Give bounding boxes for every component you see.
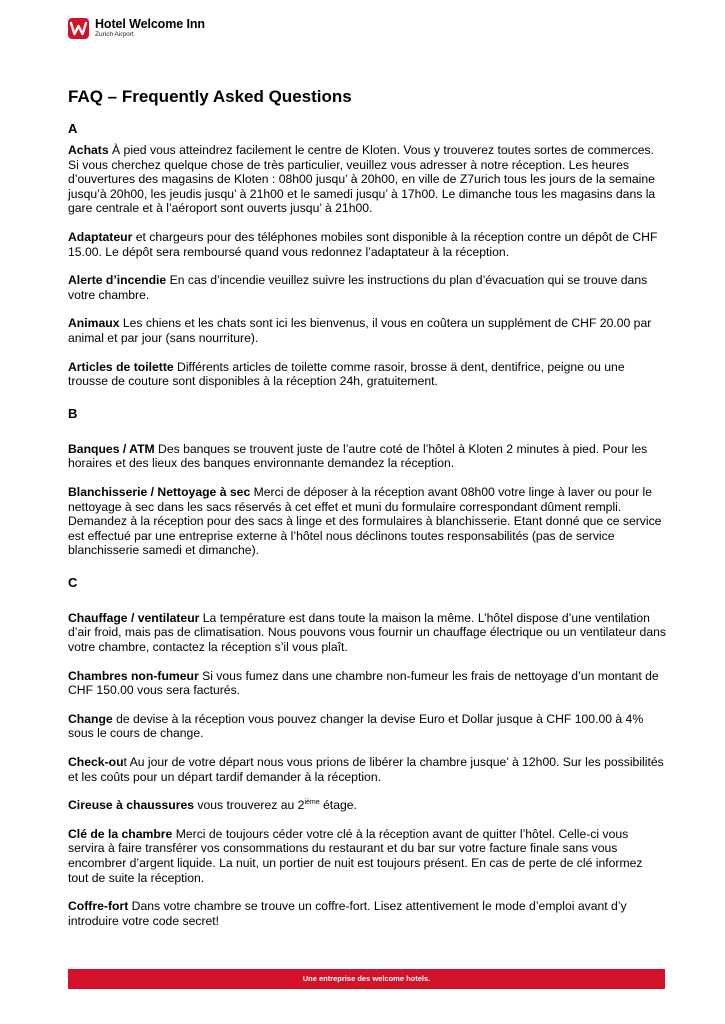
faq-text: À pied vous atteindrez facilement le centre de Kloten. Vous y trouverez toutes sortes de commerces. Si vous cherchez quelque chose de très particulier, veuillez vous adresser à notre réception. Les heures d’ouvertures des magasins de Kloten : 08h00 jusqu’ à 20h00, en ville de Z7urich tous les jours de la semaine jusqu’à 20h00, les jeudis jusqu’ à 21h00 et le samedi jusqu’ à 17h00. Le dimanche tous les magasins dans la gare centrale et à l’aéroport sont ouverts jusqu’ à 21h00. [68, 143, 656, 216]
faq-entry [68, 669, 666, 698]
faq-term: Blanchisserie / Nettoyage à sec [68, 484, 251, 499]
faq-text: étage. [319, 798, 357, 813]
faq-text: Dans votre chambre se trouve un coffre-fort. Lisez attentivement le mode d’emploi avant d’y introduire votre code secret! [68, 899, 627, 928]
faq-text: vous trouverez au 2 [194, 798, 305, 813]
faq-entry [68, 485, 666, 558]
faq-text: Merci de toujours céder votre clé à la réception avant de quitter l’hôtel. Celle-ci vous servira à faire transférer vos consommations du restaurant et du bar sur votre facture finale sans vous encombrer d’argent liquide. La nuit, un portier de nuit est toujours présent. En cas de perte de clé informez tout de suite la réception. [68, 826, 643, 885]
faq-entry [68, 798, 666, 813]
faq-term: Coffre-fort [68, 899, 129, 914]
faq-entry [68, 755, 666, 784]
faq-text: En cas d’incendie veuillez suivre les instructions du plan d’évacuation qui se trouve dans votre chambre. [68, 273, 648, 302]
faq-entry [68, 273, 666, 302]
hotel-name: Hotel Welcome Inn [95, 17, 205, 31]
faq-text: Des banques se trouvent juste de l’autre coté de l’hôtel à Kloten 2 minutes à pied. Pour les horaires et des lieux des banques environnante demandez la réception. [68, 441, 648, 471]
faq-term: Achats [68, 143, 109, 157]
faq-term: Check-ou [68, 755, 124, 770]
faq-text: Si vous fumez dans une chambre non-fumeur les frais de nettoyage d’un montant de CHF 150.00 vous sera facturés. [68, 668, 659, 698]
welcome-w-icon [68, 18, 89, 39]
faq-term: Adaptateur [68, 229, 133, 244]
section-letter-c: C [68, 574, 78, 590]
faq-entry [68, 360, 666, 389]
faq-text: Les chiens et les chats sont ici les bienvenus, il vous en coûtera un supplément de CHF 20.00 par animal et par jour (sans nourriture). [68, 316, 652, 345]
faq-text: et chargeurs pour des téléphones mobiles sont disponible à la réception contre un dépôt de CHF 15.00. Le dépôt sera remboursé quand vous redonnez l’adaptateur à la réception. [68, 229, 658, 259]
faq-text: Merci de déposer à la réception avant 08h00 votre linge à laver ou pour le nettoyage à sec dans les sacs réservés à cet effet et muni du formulaire correspondant dûment rempli. Demandez à la réception pour des sacs à linge et des formulaires à blanchisserie. Etant donné que ce service est effectué par une entreprise externe à l’hôtel nous déclinons toutes responsabilités (pas de service blanchisserie samedi et dimanche). [68, 484, 662, 558]
faq-term: Cireuse à chaussures [68, 798, 195, 813]
faq-term: Animaux [68, 316, 120, 331]
faq-term: Change [68, 711, 113, 726]
faq-entry [68, 316, 666, 345]
faq-term: Clé de la chambre [68, 826, 173, 841]
faq-entry [68, 899, 666, 928]
faq-entry [68, 611, 666, 655]
faq-content [68, 121, 666, 928]
faq-text: t Au jour de votre départ nous vous prions de libérer la chambre jusque’ à 12h00. Sur les possibilités et les coûts pour un départ tardif demander à la réception. [68, 755, 664, 784]
faq-term: Chambres non-fumeur [68, 668, 199, 683]
section-letter-a: A [68, 121, 78, 136]
hotel-location: Zurich Airport [95, 31, 134, 38]
faq-text: La température est dans toute la maison la même. L’hôtel dispose d’une ventilation d’air froid, mais pas de climatisation. Nous pouvons vous fournir un chauffage électrique ou un ventilateur dans votre chambre, contactez la réception s’il vous plaît. [68, 610, 666, 655]
page-title: FAQ – Frequently Asked Questions [68, 87, 352, 106]
faq-text: de devise à la réception vous pouvez changer la devise Euro et Dollar jusque à CHF 100.00 à 4% sous le cours de change. [68, 711, 644, 741]
faq-term: Banques / ATM [68, 441, 155, 456]
faq-entry [68, 827, 666, 885]
faq-text: Différents articles de toilette comme rasoir, brosse ä dent, dentifrice, peigne ou une trousse de couture sont disponibles à la réception 24h, gratuitement. [68, 359, 625, 389]
faq-term: Alerte d’incendie [68, 273, 167, 288]
faq-entry [68, 230, 666, 259]
faq-term: Articles de toilette [68, 359, 174, 374]
superscript: ième [304, 799, 320, 807]
faq-term: Chauffage / ventilateur [68, 610, 200, 625]
footer-bar: Une entreprise des welcome hotels. [68, 969, 665, 989]
faq-entry [68, 712, 666, 741]
faq-entry [68, 143, 666, 216]
hotel-logo [68, 17, 205, 39]
section-letter-b: B [68, 405, 78, 421]
faq-entry [68, 442, 666, 471]
